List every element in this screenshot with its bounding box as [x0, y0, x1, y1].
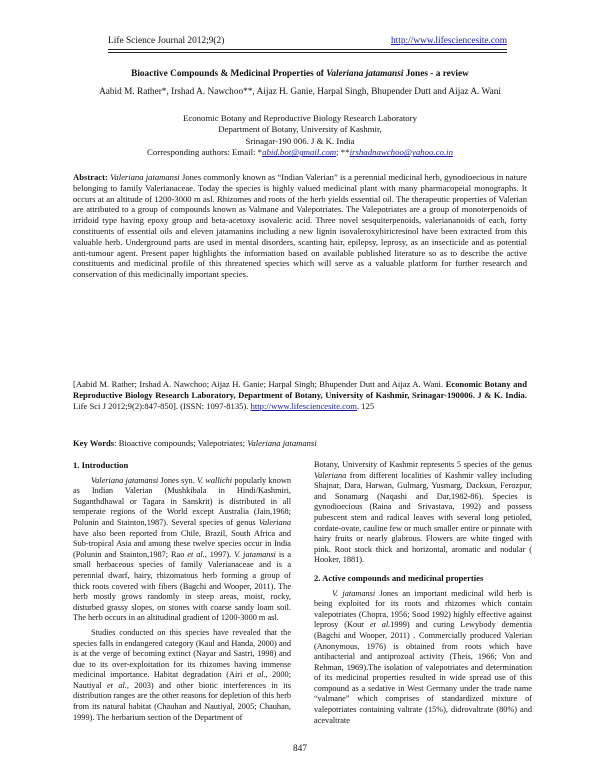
citation-bold: Economic Botany and Reproductive Biology Research Laboratory, Department of Botany, University of Kashmir, Srinagar-190006. J & K. India.	[73, 379, 527, 400]
author-list: Aabid M. Rather*, Irshad A. Nawchoo**, Aijaz H. Ganie, Harpal Singh, Bhupender Dutt and Aijaz A. Wani	[99, 87, 501, 97]
abstract	[73, 172, 527, 280]
genus-name: Valeriana	[314, 470, 347, 480]
citation	[73, 379, 527, 411]
affiliation-lab: Economic Botany and Reproductive Biology Research Laboratory	[182, 113, 418, 123]
text-run: Botany, University of Kashmir represents 5 species of the genus	[314, 460, 532, 469]
running-header	[108, 36, 507, 46]
affiliation-dept: Department of Botany, University of Kashmir,	[218, 124, 382, 135]
genus-name: Valeriana	[258, 517, 291, 527]
et-al: et al.	[187, 549, 205, 559]
text-run: 1999) and curing Lewybody dementia (Bagchi and Wooper, 2011) . Commercially produced Valerian (Anonymous, 1976) is obtained from roots which have antibacterial and antiprozoal activity (Theis, 1966; Von and Rehman, 1969).The isolation of valepotriates and determination of its medicinal properties resulted in wide spread use of this compound as a sedative in West Germany under the trade name “valmane” which comprises of standardized mixture of valepotriates containing valtrate (15%), didrovaltrate (80%) and acevaltrate	[314, 620, 533, 725]
et-al: et al.	[369, 620, 391, 630]
keywords-text: : Bioactive compounds; Valepotriates;	[114, 438, 248, 448]
header-rule-thick	[108, 49, 507, 50]
text-run: , 2003) and other biotic interferences in its distribution ranges are the other reasons for depletion of this herb from its natural habitat (Chauhan and Nautiyal, 2005; Chauhan, 1999). The herbarium section of the Department of	[73, 680, 291, 722]
species-name: V. jatamansi	[332, 588, 376, 598]
title-species: Valeriana jatamansi	[326, 69, 404, 79]
text-run: Jones syn.	[158, 475, 198, 485]
journal-name: Life Science Journal 2012;9(2)	[108, 36, 225, 46]
citation-url-link[interactable]: http://www.lifesciencesite.com	[250, 400, 357, 411]
intro-paragraph-3	[314, 460, 532, 566]
intro-paragraph-1	[73, 476, 291, 624]
text-run: popularly known as Indian Valerian (Mushkibala in Hindi/Kashmiri, Suganthdhawal or Tagara in Sanskrit) is distributed in all temperate regions of the World except Australia (Jain,1968; Polunin and Stainton,1987). Several species of genus	[73, 475, 291, 527]
section-2-paragraph-1	[314, 589, 532, 727]
journal-url-link[interactable]: http://www.lifesciencesite.com	[390, 36, 507, 46]
text-run: is a small herbaceous species of family Valerianaceae and is a perennial dwarf, hairy, rhizomatous herb forming a group of thick roots covered with fibers (Bagchi and Wooper, 2011). The herb mostly grows randomly in steep areas, moist, rocky, disturbed grassy slopes, on stones with coarse sandy loam soil. The herb occurs in an altitudinal gradient of 1200-3000 m asl.	[73, 549, 291, 623]
affiliation-block	[60, 113, 540, 159]
email-link-1[interactable]: abid.bot@gmail.com	[262, 147, 337, 158]
corr-prefix: Corresponding authors: Email: *	[147, 147, 263, 158]
text-run: , 1997).	[204, 549, 235, 559]
et-al: et al.	[106, 680, 127, 690]
intro-paragraph-2	[73, 628, 291, 723]
abstract-label: Abstract:	[73, 172, 108, 182]
abstract-species: Valeriana jatamansi	[110, 172, 180, 182]
citation-suffix: . 125	[356, 400, 375, 411]
section-1-heading: 1. Introduction	[73, 460, 129, 470]
header-rule-thin	[108, 52, 507, 53]
affiliation-address: Srinagar-190 006. J & K. India	[245, 135, 355, 146]
title-main: Bioactive Compounds & Medicinal Properties of	[131, 69, 327, 79]
text-run: Studies conducted on this species have revealed that the species falls in endangered category (Kaul and Handa, 2000) and is at the verge of becoming extinct (Nayar and Sastri, 1998) and due to its over-exploitation for its rhizomes having immense medicinal importance. Habitat degradation (Airi	[73, 627, 291, 680]
text-run: Jones an important medicinal wild herb is being exploited for its roots and rhizomes which contain valepotriates (Chopra, 1956; Sood 1992) highly effective against leprosy (Kour	[314, 588, 532, 630]
text-run: from different localities of Kashmir valley including Shajnar, Dara, Harwan, Gulmarg, Yusmarg, Dacksun, Ferozpur, and Sonamarg (Naqashi and Dar,1982-86). Species is gynodioecious (Raina and Srivastava, 1992) and possess pubescent stem and radical leaves with several long petioled, cordate-ovate, cauline few or much smaller entire or pinnate with hairy fruits or nearly glabrous. Flowers are white tinged with pink. Root stock thick and horizontal, aromatic and nodular ( Hooker, 1881).	[314, 470, 532, 565]
species-name: V. wallichi	[197, 475, 233, 485]
text-run: have also been reported from Chile, Brazil, South Africa and Sub-tropical Asia and among these twelve species occur in India (Polunin and Stainton,1987; Rao	[73, 528, 291, 559]
keywords	[73, 438, 527, 449]
page-number: 847	[293, 744, 307, 754]
text-run: , 2000; Nautiyal	[73, 670, 291, 690]
species-name: Valeriana jatamansi	[91, 475, 159, 485]
et-al: et al.	[246, 670, 266, 680]
corresponding-authors	[60, 147, 540, 158]
paper-title	[70, 69, 530, 79]
citation-prefix: [Aabid M. Rather; Irshad A. Nawchoo; Aijaz H. Ganie; Harpal Singh; Bhupender Dutt and Aijaz A. Wani.	[73, 379, 446, 389]
abstract-text: Jones commonly known as “Indian Valerian” is a perennial medicinal herb, gynodioecious in nature belonging to family Valerianaceae. Today the species is highly valued medicinal plant with many pharmacopeial monographs. It occurs at an altitude of 1200-3000 m asl. Rhizomes and roots of the herb yields essential oil. The therapeutic properties of Valerian are attributed to a group of compounds known as Valmane and Valepotriates. The Valepotriates are a group of monoterpenoids of irridoid type having epoxy group and beta-acetoxy isovaleric acid. Three novel sesquiterpenoids, valeriananoids of each, forty constituents of essential oils and eleven jatamanins including a new lignin isovaleroxyhiricresinol have been extracted from this valuable herb. Underground parts are used in mental disorders, scanting hair, epilepsy, leprosy, as an insecticide and as potential anti-tumour agent. Present paper highlights the information based on available published literature so as to describe the active constituents and medicinal profile of this threatened species which will serve as a valuable platform for further research and conservation of this medicinally important species.	[73, 172, 527, 280]
title-suffix: Jones - a review	[403, 69, 469, 79]
species-name: V. jatamansi	[234, 549, 276, 559]
corr-mid: ; **	[336, 147, 350, 158]
right-column	[314, 460, 532, 730]
keywords-species: Valeriana jatamansi	[247, 438, 317, 448]
keywords-label: Key Words	[73, 438, 115, 448]
section-2-heading: 2. Active compounds and medicinal properties	[314, 572, 484, 583]
left-column	[73, 460, 291, 727]
email-link-2[interactable]: irshadnawchoo@yahoo.co.in	[349, 147, 453, 158]
citation-mid: Life Sci J 2012;9(2):847-850]. (ISSN: 1097-8135).	[73, 400, 251, 411]
